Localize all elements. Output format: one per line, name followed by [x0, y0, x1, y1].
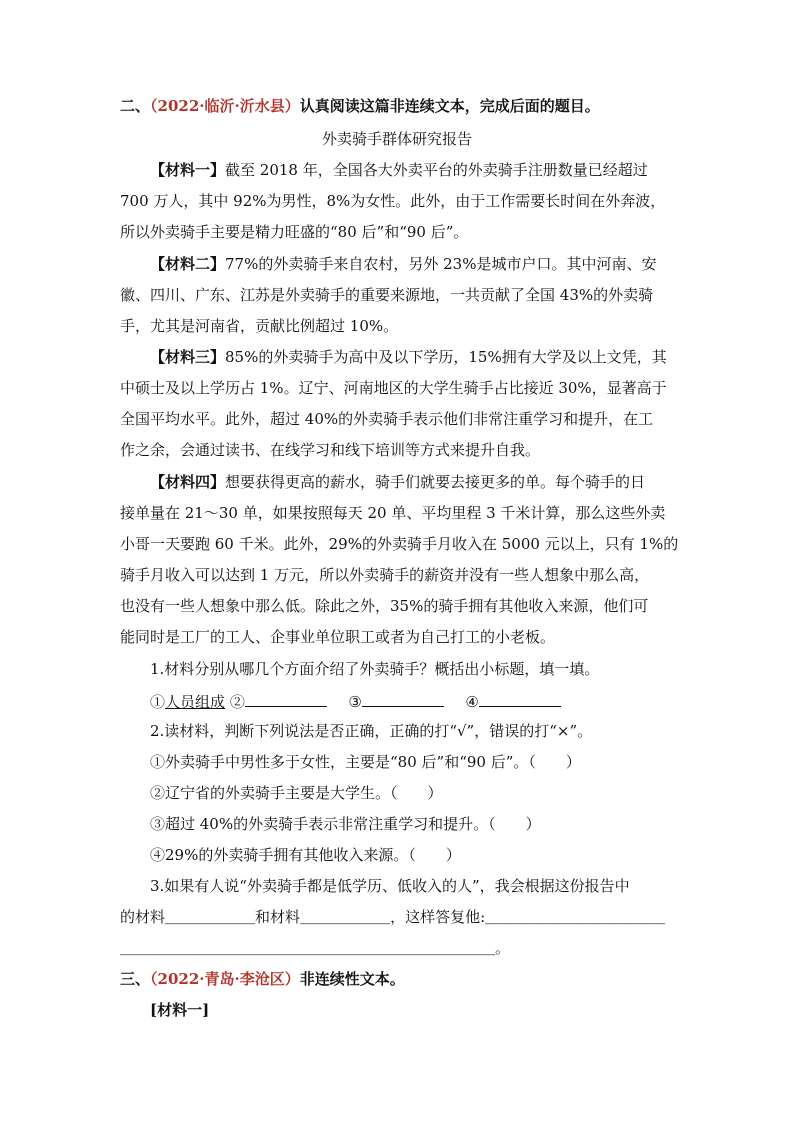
q3-text: 的材料	[120, 908, 166, 926]
question-1-answers	[150, 690, 561, 712]
material-text: 截至 2018 年，全国各大外卖平台的外卖骑手注册数量已经超过	[225, 161, 648, 179]
section-3-heading	[120, 969, 405, 989]
q3-blank-1[interactable]: ＿＿＿＿＿＿	[165, 908, 256, 926]
material-4-line-3: 小哥一天要跑 60 千米。此外，29%的外卖骑手月收入在 5000 元以上，只有 1%的	[120, 535, 679, 553]
material-3-line-2: 中硕士及以上学历占 1%。辽宁、河南地区的大学生骑手占比接近 30%，显著高于	[120, 379, 667, 397]
statement-2[interactable]: ②辽宁省的外卖骑手主要是大学生。（ ）	[150, 784, 443, 802]
q3-blank-2[interactable]: ＿＿＿＿＿＿	[300, 908, 391, 926]
section-number: 三、	[120, 970, 151, 988]
material-3-line-1	[150, 347, 667, 367]
report-title: 外卖骑手群体研究报告	[321, 130, 472, 148]
statement-3[interactable]: ③超过 40%的外卖骑手表示非常注重学习和提升。（ ）	[150, 815, 541, 833]
material-text: 想要获得更高的薪水，骑手们就要去接更多的单。每个骑手的日	[225, 473, 646, 491]
material-1-tag: 【材料一】	[150, 161, 226, 179]
section-instruction: 认真阅读这篇非连续文本，完成后面的题目。	[299, 97, 600, 115]
material-2-tag: 【材料二】	[150, 255, 226, 273]
material-label: [材料一]	[150, 1001, 210, 1019]
material-4-line-6: 能同时是工厂的工人、企事业单位职工或者为自己打工的小老板。	[120, 628, 556, 646]
answer-4-blank[interactable]	[479, 690, 561, 707]
material-1-line-1	[150, 160, 648, 180]
source-bracket-open: （	[150, 970, 158, 988]
source-label: 2022·青岛·李沧区	[157, 970, 285, 988]
answer-3-number: ③	[348, 693, 362, 711]
material-2-line-1	[150, 254, 656, 274]
material-2-line-2: 徽、四川、广东、江苏是外卖骑手的重要来源地，一共贡献了全国 43%的外卖骑	[120, 286, 654, 304]
material-text: 85%的外卖骑手为高中及以下学历，15%拥有大学及以上文凭，其	[225, 348, 667, 366]
q3-blank-4[interactable]: ＿＿＿＿＿＿＿＿＿＿＿＿＿＿＿＿＿＿＿＿＿＿＿＿＿	[120, 939, 496, 957]
material-text: 77%的外卖骑手来自农村，另外 23%是城市户口。其中河南、安	[225, 255, 657, 273]
material-2-line-3: 手，尤其是河南省，贡献比例超过 10%。	[120, 317, 399, 335]
source-label: 2022·临沂·沂水县	[157, 97, 285, 115]
q3-text: 。	[495, 939, 511, 957]
source-bracket-close: ）	[284, 970, 300, 988]
answer-4-number: ④	[465, 693, 479, 711]
material-3-line-3: 全国平均水平。此外，超过 40%的外卖骑手表示他们非常注重学习和提升，在工	[120, 410, 654, 428]
q3-blank-3[interactable]: ＿＿＿＿＿＿＿＿＿＿＿＿	[485, 908, 666, 926]
question-2: 2.读材料，判断下列说法是否正确，正确的打“√”，错误的打“×”。	[150, 722, 593, 740]
material-3-tag: 【材料三】	[150, 348, 226, 366]
material-4-tag: 【材料四】	[150, 473, 226, 491]
source-bracket-close: ）	[284, 97, 300, 115]
material-1-line-3: 所以外卖骑手主要是精力旺盛的“80 后”和“90 后”。	[120, 223, 469, 241]
q3-text: 和材料	[255, 908, 301, 926]
source-bracket-open: （	[150, 97, 158, 115]
q3-text: ，这样答复他:	[390, 908, 486, 926]
question-3-line-3	[120, 938, 510, 958]
answer-1-filled: 人员组成	[165, 693, 226, 711]
statement-1[interactable]: ①外卖骑手中男性多于女性，主要是“80 后”和“90 后”。（ ）	[150, 753, 581, 771]
question-3-line-1: 3.如果有人说“外卖骑手都是低学历、低收入的人”，我会根据这份报告中	[150, 877, 630, 895]
section-2-heading	[120, 96, 600, 116]
question-3-line-2	[120, 907, 665, 927]
material-4-line-5: 也没有一些人想象中那么低。除此之外，35%的骑手拥有其他收入来源，他们可	[120, 597, 649, 615]
material-4-line-4: 骑手月收入可以达到 1 万元，所以外卖骑手的薪资并没有一些人想象中那么高，	[120, 566, 650, 584]
material-4-line-2: 接单量在 21～30 单，如果按照每天 20 单、平均里程 3 千米计算，那么这些外卖	[120, 504, 666, 522]
statement-4[interactable]: ④29%的外卖骑手拥有其他收入来源。（ ）	[150, 846, 461, 864]
section-number: 二、	[120, 97, 151, 115]
question-1: 1.材料分别从哪几个方面介绍了外卖骑手？概括出小标题，填一填。	[150, 660, 600, 678]
answer-2-number: ②	[229, 693, 245, 711]
answer-2-blank[interactable]	[245, 690, 327, 707]
material-4-line-1	[150, 472, 645, 492]
material-1-line-2: 700 万人，其中 92%为男性，8%为女性。此外，由于工作需要长时间在外奔波，	[120, 192, 666, 210]
answer-3-blank[interactable]	[362, 690, 444, 707]
section-instruction: 非连续性文本。	[299, 970, 405, 988]
answer-1-number: ①	[150, 693, 166, 711]
material-3-line-4: 作之余，会通过读书、在线学习和线下培训等方式来提升自我。	[120, 441, 541, 459]
